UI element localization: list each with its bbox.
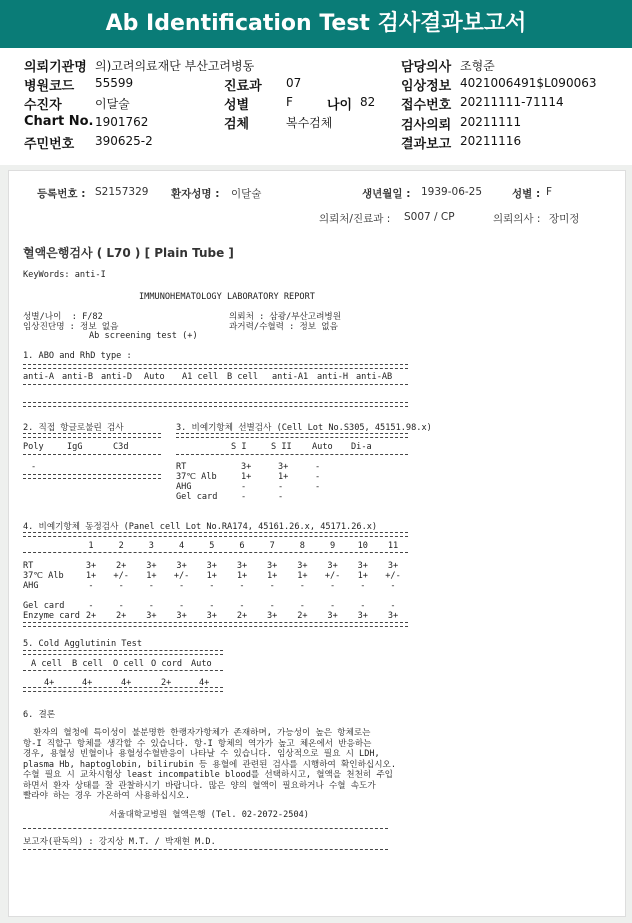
s2-value: - — [31, 462, 37, 472]
report-title-banner: Ab Identification Test 검사결과보고서 — [0, 0, 632, 48]
s4-cell: 1+ — [357, 571, 368, 581]
s4-cell: 3+ — [176, 561, 187, 571]
s2-title: 2. 직접 항글로불린 검사 — [23, 423, 124, 433]
s4-cell: 3+ — [206, 561, 217, 571]
dob-label: 생년월일 : — [362, 188, 411, 200]
s6-title: 6. 결론 — [23, 710, 56, 720]
s4-cell: 3+ — [357, 611, 368, 621]
reg-label: 등록번호 : — [37, 188, 86, 200]
s4-header-cell: 10 — [357, 541, 368, 551]
s4-cell: - — [148, 601, 154, 611]
s4-cell: - — [118, 581, 124, 591]
s1-header-cell: anti-A — [23, 372, 55, 382]
chart-value: 1901762 — [95, 115, 149, 129]
s4-cell: - — [239, 601, 245, 611]
s4-header-cell: 4 — [179, 541, 185, 551]
s4-cell: 3+ — [176, 611, 187, 621]
sex-label: 성별 — [224, 98, 250, 113]
info-history: 과거력/수혈력 : 정보 없음 — [229, 322, 338, 332]
s4-cell: - — [269, 601, 275, 611]
s5-cell: 4+ — [199, 678, 210, 688]
s4-row-label: Gel card — [23, 601, 65, 611]
dept-label: 진료과 — [224, 79, 262, 94]
s1-title: 1. ABO and RhD type : — [23, 351, 132, 361]
s3-row-label: Gel card — [176, 492, 218, 502]
receiver-value: 이달술 — [95, 97, 130, 111]
keywords: KeyWords: anti-I — [23, 270, 106, 280]
s4-cell: 3+ — [357, 561, 368, 571]
s3-cell: - — [315, 462, 321, 472]
s4-cell: - — [88, 581, 94, 591]
hosp-value: 의)고려의료재단 부산고려병동 — [95, 59, 255, 73]
s4-cell: 1+ — [236, 571, 248, 581]
s1-header-cell: A1 cell — [182, 372, 219, 382]
s4-cell: +/- — [324, 571, 341, 581]
s3-row-label: 37℃ Alb — [176, 472, 217, 482]
s3-header-cell: Auto — [312, 442, 333, 452]
conclusion-line: 경우, 용혈성 빈혈이나 용혈성수혈반응이 나타날 수 있습니다. 임상적으로 필요 시 LDH, — [23, 749, 380, 759]
conclusion-line: plasma Hb, haptoglobin, bilirubin 등 용혈에 관련된 검사를 시행하여 확인하십시오. — [23, 759, 396, 770]
s4-cell: - — [330, 601, 336, 611]
s2-header-cell: IgG — [67, 442, 83, 452]
s4-cell: - — [209, 601, 215, 611]
s4-cell: 2+ — [297, 611, 308, 621]
s4-header-cell: 11 — [387, 541, 399, 551]
s5-header-cell: B cell — [72, 659, 104, 669]
s5-header-cell: Auto — [191, 659, 212, 669]
s4-cell: - — [330, 581, 336, 591]
s3-header-cell: Di-a — [351, 442, 372, 452]
conclusion-line: 하면서 환자 상태를 잘 관찰하시기 바랍니다. 많은 양의 혈액이 필요하거나 수혈 속도가 — [23, 780, 376, 791]
s4-row-label: Enzyme card — [23, 611, 80, 621]
hosp-label: 의뢰기관명 — [24, 60, 87, 75]
s3-header-cell: S II — [271, 442, 292, 452]
s4-cell: - — [118, 601, 124, 611]
accession-label: 접수번호 — [401, 98, 452, 113]
s5-cell: 2+ — [161, 678, 172, 688]
s4-cell: 3+ — [236, 561, 248, 571]
s4-cell: 2+ — [85, 611, 97, 621]
request-label: 검사의뢰 — [401, 118, 452, 133]
pdoc-label: 의뢰의사 : — [493, 213, 541, 225]
header-info-panel — [0, 48, 632, 165]
psex-label: 성별 : — [512, 188, 541, 200]
conclusion-line: 수혈 필요 시 교차시험상 least incompatible blood를 선택하시고, 혈액을 천천히 주입 — [23, 770, 393, 780]
s4-cell: 3+ — [85, 561, 97, 571]
pname-label: 환자성명 : — [171, 188, 220, 200]
s5-cell: 4+ — [82, 678, 93, 688]
clinical-label: 임상정보 — [401, 79, 452, 94]
s5-header-cell: O cord — [151, 659, 183, 669]
s3-cell: - — [278, 492, 284, 502]
doctor-value: 조형준 — [460, 59, 495, 73]
dept-value: 07 — [286, 76, 302, 90]
rrn-value: 390625-2 — [95, 134, 153, 148]
s4-cell: 2+ — [236, 611, 248, 621]
report-label: 결과보고 — [401, 137, 452, 152]
s4-cell: - — [390, 601, 396, 611]
report-value: 20211116 — [460, 134, 522, 148]
info-requester: 의뢰처 : 삼광/부산고려병원 — [229, 312, 342, 322]
pdept-label: 의뢰처/진료과 : — [319, 213, 391, 225]
conclusion-line: 빨라야 하는 경우 가온하여 사용하십시오. — [23, 791, 190, 801]
s4-cell: +/- — [385, 571, 401, 581]
s3-row-label: AHG — [176, 482, 192, 492]
s4-row-label: RT — [23, 561, 34, 571]
scanned-report — [8, 170, 626, 917]
s3-row-label: RT — [176, 462, 187, 472]
s3-cell: - — [315, 482, 321, 492]
s4-cell: - — [179, 581, 185, 591]
s1-header-cell: anti-AB — [356, 372, 393, 382]
s4-cell: +/- — [113, 571, 129, 581]
receiver-label: 수진자 — [24, 98, 62, 113]
s4-cell: 3+ — [387, 611, 399, 621]
s4-header-cell: 7 — [269, 541, 275, 551]
s4-cell: 2+ — [116, 561, 127, 571]
sex-value: F — [286, 95, 293, 109]
s4-row-label: AHG — [23, 581, 39, 591]
s3-cell: - — [278, 482, 284, 492]
conclusion-line: 항-I 직할구 항체를 생각할 수 있습니다. 항-I 항체의 역가가 높고 체온에서 반응하는 — [23, 738, 372, 749]
s5-cell: 4+ — [44, 678, 55, 688]
s4-cell: - — [179, 601, 185, 611]
s1-header-cell: anti-D — [101, 372, 133, 382]
s4-cell: 3+ — [146, 611, 157, 621]
s5-title: 5. Cold Agglutinin Test — [23, 639, 142, 649]
s1-header-cell: anti-H — [317, 372, 349, 382]
specimen-label: 검체 — [224, 117, 250, 132]
s3-title: 3. 비예기항체 선별검사 (Cell Lot No.S305, 45151.98.x) — [176, 423, 432, 433]
s1-header-cell: Auto — [144, 372, 165, 382]
s4-cell: 3+ — [327, 561, 338, 571]
s4-cell: 3+ — [146, 561, 157, 571]
s3-cell: 3+ — [241, 462, 252, 472]
conclusion-line: 환자의 혈청에 특이성이 불분명한 한랭자가항체가 존재하며, 가능성이 높은 항체로는 — [23, 728, 371, 738]
s4-cell: 3+ — [387, 561, 399, 571]
s5-cell: 4+ — [121, 678, 132, 688]
dob-value: 1939-06-25 — [421, 186, 483, 198]
s3-cell: - — [241, 492, 247, 502]
s4-cell: 1+ — [85, 571, 97, 581]
age-value: 82 — [360, 95, 376, 109]
clinical-value: 4021006491$L090063 — [460, 76, 597, 90]
s4-cell: 2+ — [116, 611, 127, 621]
psex-value: F — [546, 186, 553, 198]
age-label: 나이 — [327, 98, 353, 113]
s4-cell: - — [390, 581, 396, 591]
s4-cell: 1+ — [146, 571, 157, 581]
s4-cell: 1+ — [267, 571, 278, 581]
request-value: 20211111 — [460, 115, 522, 129]
info-sex-age: 성별/나이 : F/82 — [23, 312, 103, 322]
code-label: 병원코드 — [24, 79, 75, 94]
s4-cell: 1+ — [206, 571, 217, 581]
s4-header-cell: 9 — [330, 541, 336, 551]
s3-cell: 1+ — [278, 472, 289, 482]
lab-footer: 서울대학교병원 혈액은행 (Tel. 02-2072-2504) — [109, 810, 309, 820]
info-diagnosis: 임상진단명 : 정보 없음 — [23, 322, 119, 332]
s5-header-cell: A cell — [31, 659, 63, 669]
s3-cell: - — [315, 472, 321, 482]
s2-header-cell: C3d — [113, 442, 129, 452]
s4-cell: 3+ — [327, 611, 338, 621]
doctor-label: 담당의사 — [401, 60, 452, 75]
s4-cell: - — [360, 581, 366, 591]
s4-cell: - — [269, 581, 275, 591]
s4-header-cell: 1 — [88, 541, 94, 551]
code-value: 55599 — [95, 76, 134, 90]
s4-header-cell: 3 — [148, 541, 154, 551]
s4-header-cell: 5 — [209, 541, 215, 551]
s3-cell: 1+ — [241, 472, 252, 482]
s4-cell: - — [299, 581, 305, 591]
s4-row-label: 37℃ Alb — [23, 571, 64, 581]
s4-cell: - — [148, 581, 154, 591]
s4-title: 4. 비예기항체 동정검사 (Panel cell Lot No.RA174, 45161.26.x, 45171.26.x) — [23, 522, 378, 532]
s3-cell: - — [241, 482, 247, 492]
s2-header-cell: Poly — [23, 442, 44, 452]
info-screening: Ab screening test (+) — [89, 331, 198, 341]
rrn-label: 주민번호 — [24, 137, 75, 152]
s1-header-cell: anti-B — [62, 372, 94, 382]
s4-cell: 3+ — [297, 561, 308, 571]
s4-header-cell: 8 — [299, 541, 305, 551]
accession-value: 20211111-71114 — [460, 95, 564, 109]
s4-cell: 1+ — [297, 571, 308, 581]
s4-cell: - — [209, 581, 215, 591]
s4-cell: - — [88, 601, 94, 611]
pdoc-value: 장미정 — [549, 213, 580, 225]
s4-cell: 3+ — [206, 611, 217, 621]
s4-cell: - — [299, 601, 305, 611]
s4-header-cell: 6 — [239, 541, 245, 551]
immuno-report-title: IMMUNOHEMATOLOGY LABORATORY REPORT — [139, 292, 315, 302]
s4-cell: - — [239, 581, 245, 591]
section-title: 혈액은행검사 ( L70 ) [ Plain Tube ] — [23, 246, 234, 260]
chart-label: Chart No. — [24, 114, 94, 129]
s4-cell: 3+ — [267, 561, 278, 571]
s4-header-cell: 2 — [118, 541, 124, 551]
s4-cell: 3+ — [267, 611, 278, 621]
reg-value: S2157329 — [95, 186, 149, 198]
s4-cell: - — [360, 601, 366, 611]
pname-value: 이달술 — [231, 188, 262, 200]
s3-header-cell: S I — [231, 442, 247, 452]
s5-header-cell: O cell — [113, 659, 145, 669]
s4-cell: +/- — [173, 571, 190, 581]
s3-cell: 3+ — [278, 462, 289, 472]
specimen-value: 복수검체 — [286, 116, 333, 130]
s1-header-cell: B cell — [227, 372, 259, 382]
pdept-value: S007 / CP — [404, 211, 455, 223]
s1-header-cell: anti-A1 — [272, 372, 309, 382]
reporter: 보고자(판독의) : 강지상 M.T. / 박재현 M.D. — [23, 837, 216, 847]
